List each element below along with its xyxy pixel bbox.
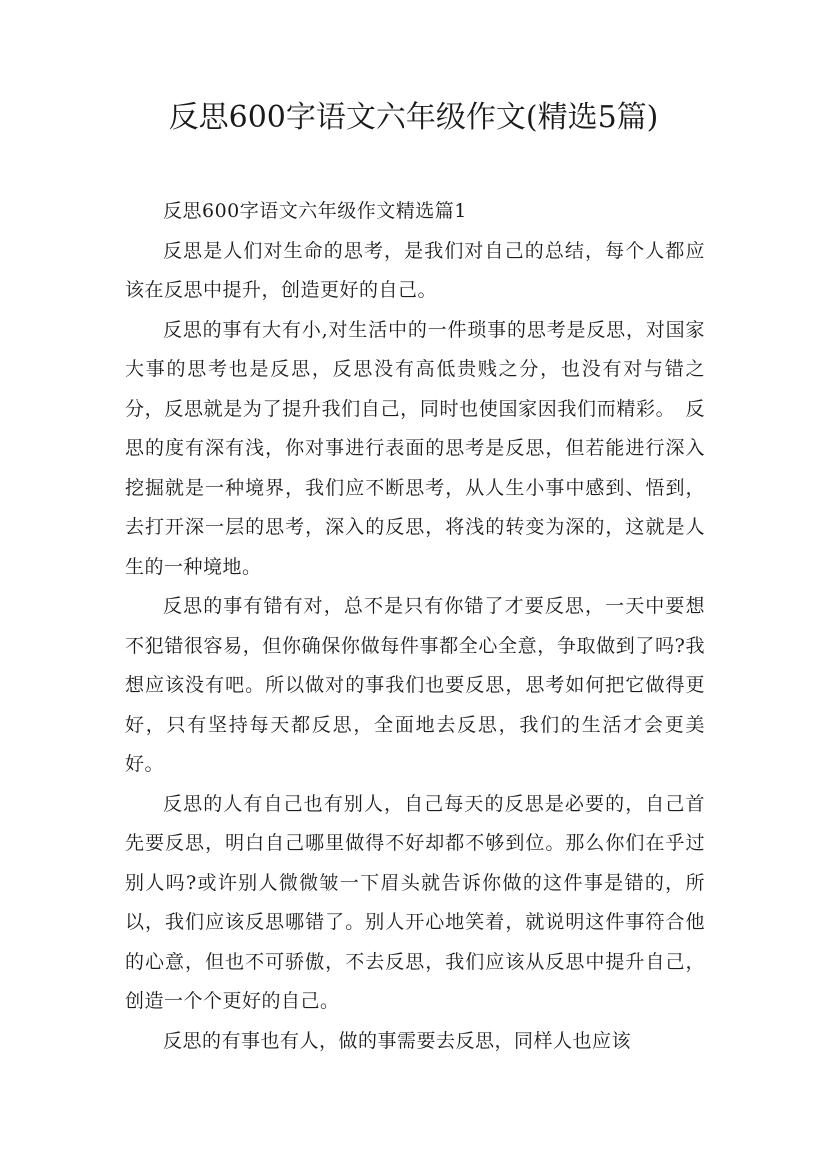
document-body (125, 192, 705, 1061)
section-heading: 反思600字语文六年级作文精选篇1 (163, 200, 467, 222)
paragraph: 反思的事有大有小,对生活中的一件琐事的思考是反思，对国家大事的思考也是反思，反思没有高低贵贱之分，也没有对与错之分，反思就是为了提升我们自己，同时也使国家因我们而精彩。 反思的度有深有浅，你对事进行表面的思考是反思，但若能进行深入挖掘就是一种境界，我们应不断思考，从人生小事中感到、悟到，去打开深一层的思考，深入的反思，将浅的转变为深的，这就是人生的一种境地。 (125, 318, 705, 578)
document-title: 反思600字语文六年级作文(精选5篇) (168, 100, 659, 135)
paragraph: 反思的人有自己也有别人，自己每天的反思是必要的，自己首先要反思，明白自己哪里做得不好却都不够到位。那么你们在乎过别人吗?或许别人微微皱一下眉头就告诉你做的这件事是错的，所以，我们应该反思哪错了。别人开心地笑着，就说明这件事符合他的心意，但也不可骄傲，不去反思，我们应该从反思中提升自己，创造一个个更好的自己。 (125, 792, 705, 1012)
paragraph: 反思的有事也有人，做的事需要去反思，同样人也应该 (163, 1029, 632, 1052)
paragraph: 反思的事有错有对，总不是只有你错了才要反思，一天中要想不犯错很容易，但你确保你做每件事都全心全意，争取做到了吗?我想应该没有吧。所以做对的事我们也要反思，思考如何把它做得更好，只有坚持每天都反思，全面地去反思，我们的生活才会更美好。 (125, 595, 705, 775)
paragraph: 反思是人们对生命的思考，是我们对自己的总结，每个人都应该在反思中提升，创造更好的自己。 (125, 239, 705, 301)
